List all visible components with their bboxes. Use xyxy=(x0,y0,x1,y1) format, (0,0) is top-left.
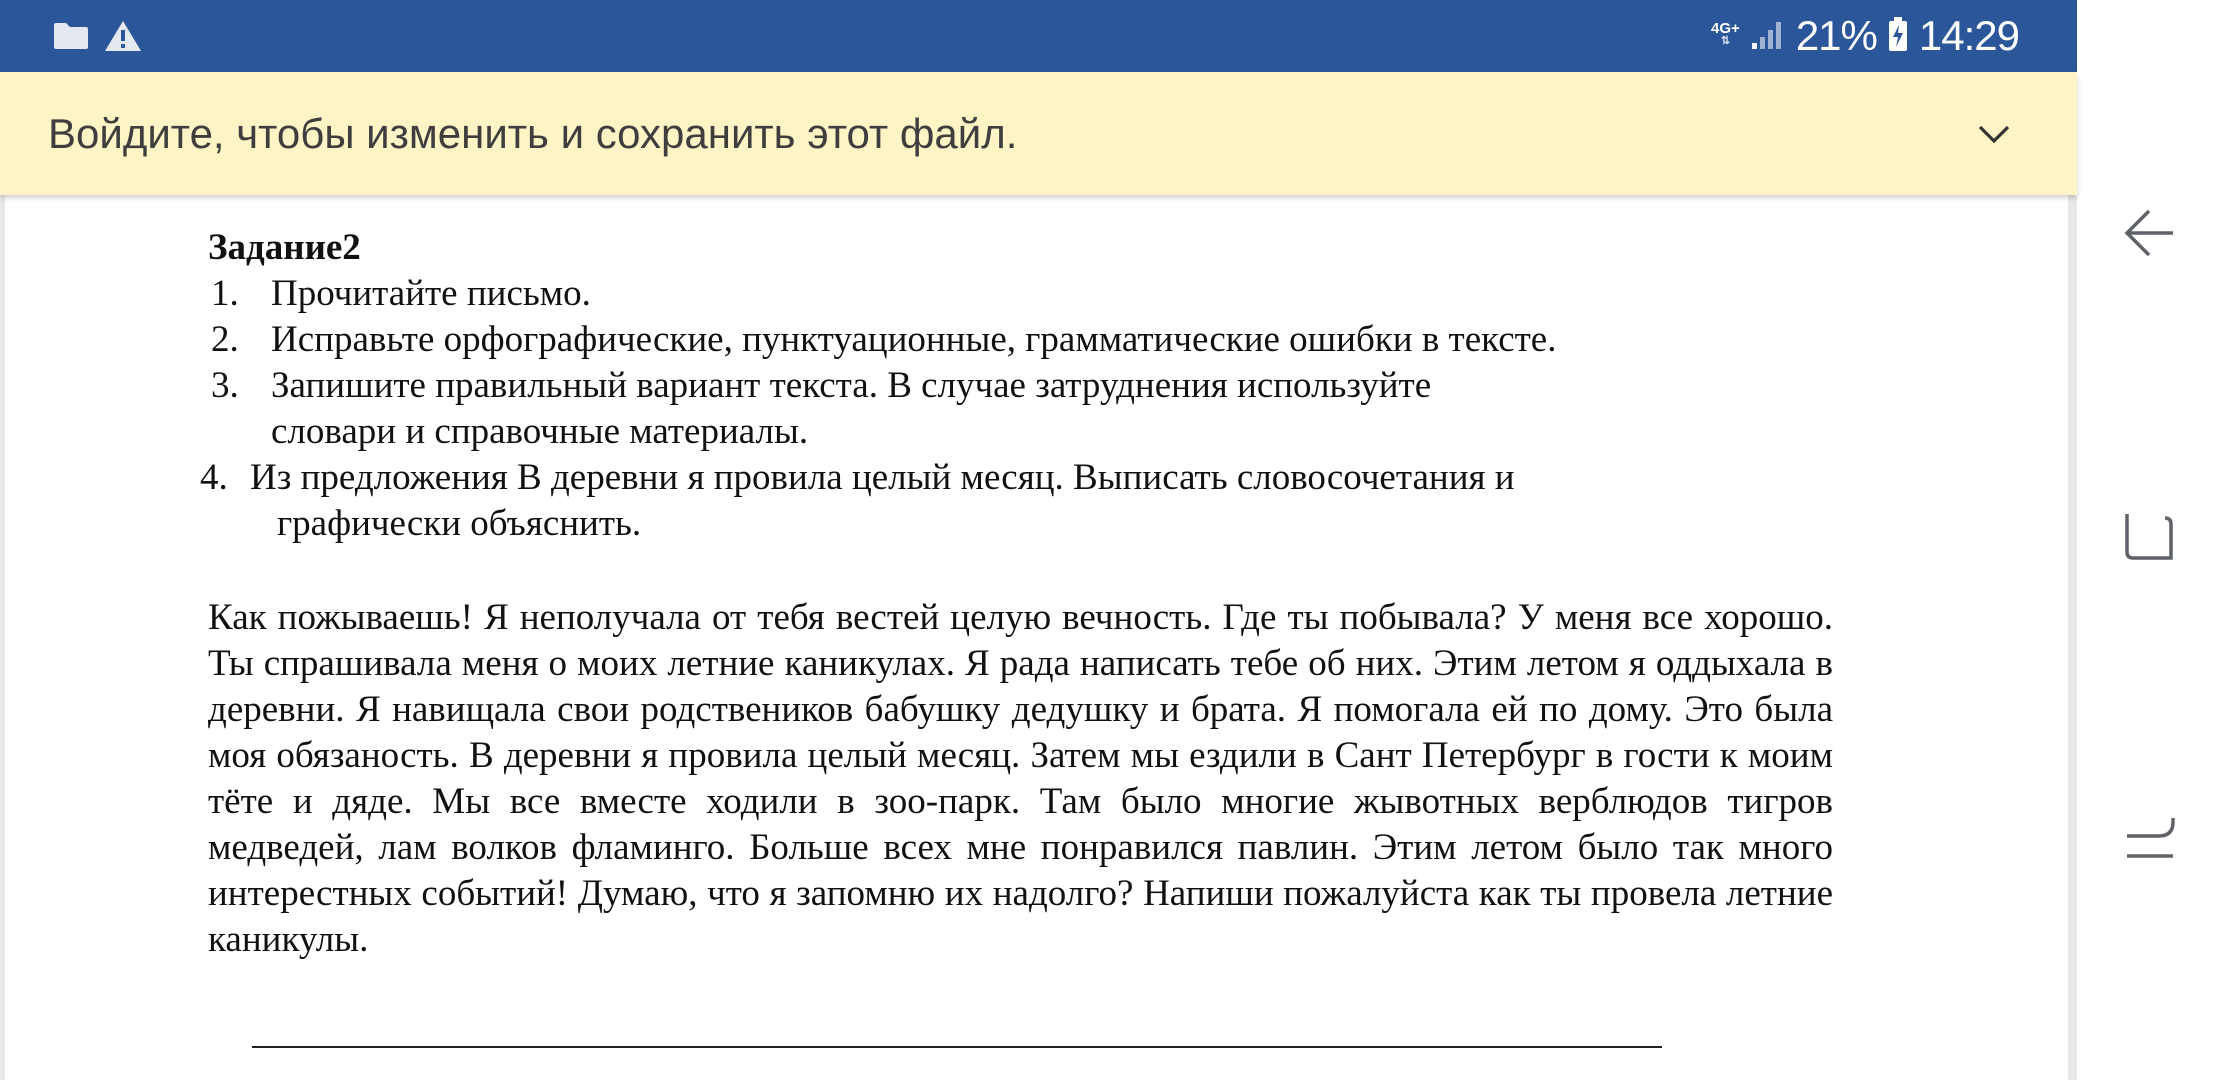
home-icon xyxy=(2121,810,2177,871)
network-type-label: 4G+ xyxy=(1711,20,1740,37)
back-button[interactable] xyxy=(2077,175,2220,295)
task-item-4 xyxy=(197,455,1833,547)
answer-line xyxy=(252,1046,1662,1048)
sign-in-banner[interactable] xyxy=(0,72,2077,195)
home-button[interactable] xyxy=(2077,780,2220,900)
task-text: Запишите правильный вариант текста. В случае затруднения используйте xyxy=(271,365,1432,406)
chevron-down-icon[interactable] xyxy=(1976,116,2012,157)
task-text: Из предложения В деревни я провила целый месяц. Выписать словосочетания и xyxy=(250,457,1515,498)
folder-icon xyxy=(52,0,90,72)
network-arrows: ⇅ xyxy=(1720,35,1731,47)
status-bar xyxy=(0,0,2077,72)
task-number: 4. xyxy=(200,457,228,498)
task-number: 2. xyxy=(211,319,239,360)
task-title: Задание2 xyxy=(208,227,361,268)
recents-button[interactable] xyxy=(2077,478,2220,598)
task-number: 1. xyxy=(211,273,239,314)
document-content xyxy=(200,225,1833,1000)
task-item-2 xyxy=(208,317,1833,363)
recents-icon xyxy=(2121,508,2177,569)
letter-text: Как пожываешь! Я неполучала от тебя вестей целую вечность. Где ты побывала? У меня все хорошо. Ты спрашивала меня о моих летние каникулах. Я рада написать тебе об них. Этим летом я оддыхала в деревни. Я навищала свои родствеников бабушку дедушку и брата. Я помогала ей по дому. Это была моя обязаность. В деревни я провила целый месяц. Затем мы ездили в Сант Петербург в гости к моим тёте и дяде. Мы все вместе ходили в зоо-парк. Там было многие жывотных верблюдов тигров медведей, лам волков фламинго. Больше всех мне понравился павлин. Этим летом было так много интерестных событий! Думаю, что я запомню их надолго? Напиши пожалуйста как ты провела летние каникулы. xyxy=(208,597,1833,960)
network-type xyxy=(1711,21,1740,47)
document-page[interactable] xyxy=(5,195,2068,1080)
battery-percentage: 21% xyxy=(1795,12,1877,59)
clock: 14:29 xyxy=(1918,12,2019,59)
task-text-continued: графически объяснить. xyxy=(277,503,642,544)
status-indicators xyxy=(1711,0,2019,72)
banner-message: Войдите, чтобы изменить и сохранить этот файл. xyxy=(48,110,1018,157)
task-item-3 xyxy=(208,363,1833,455)
warning-icon xyxy=(103,0,143,72)
task-item-1 xyxy=(208,271,1833,317)
task-list xyxy=(200,271,1833,547)
back-icon xyxy=(2121,205,2177,266)
battery-icon xyxy=(1887,16,1909,57)
task-text-continued: словари и справочные материалы. xyxy=(271,411,809,452)
navigation-bar xyxy=(2077,0,2220,1080)
document-viewport[interactable] xyxy=(0,195,2077,1080)
task-number: 3. xyxy=(211,365,239,406)
task-text: Прочитайте письмо. xyxy=(271,273,591,314)
signal-icon xyxy=(1750,17,1786,56)
task-text: Исправьте орфографические, пунктуационные, грамматические ошибки в тексте. xyxy=(271,319,1557,360)
